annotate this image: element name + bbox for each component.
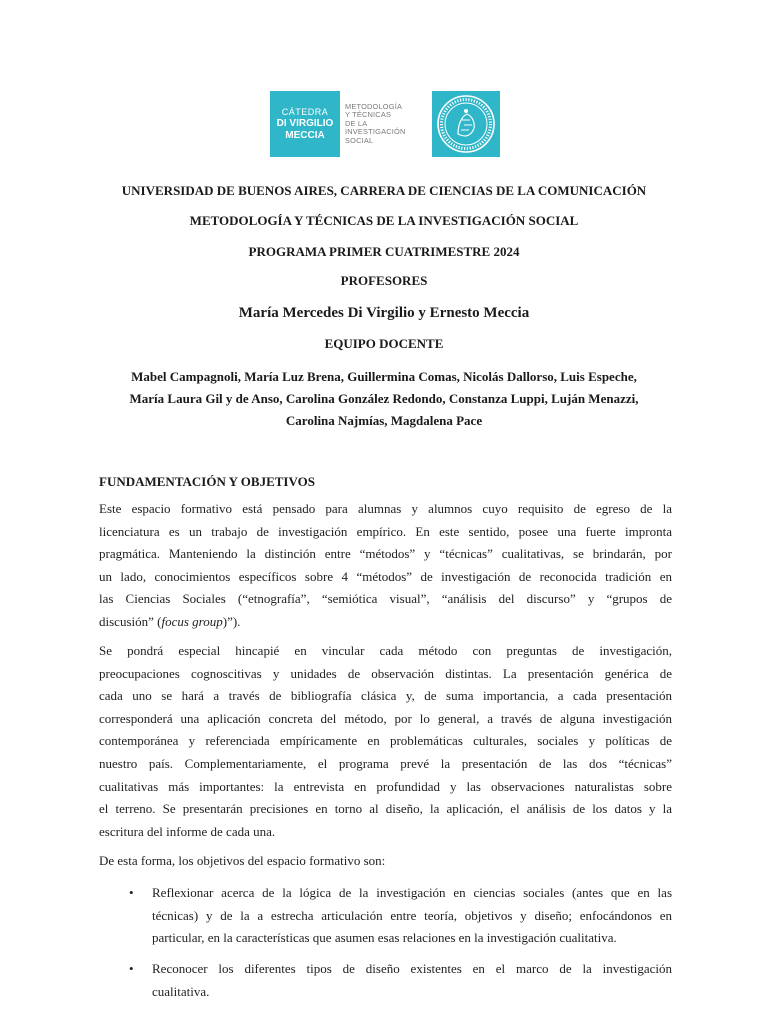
text-line: pragmática. Manteniendo la distinción entre “métodos” y “técnicas” cualitativas, se brindarán, por (99, 546, 672, 562)
logo-divirgilio-text: DI VIRGILIO (276, 118, 334, 129)
list-item (99, 958, 672, 1003)
text-line: licenciatura es un trabajo de investigación empírico. En este sentido, posee una fuerte impronta (99, 523, 672, 539)
text-line: escritura del informe de cada una. (99, 823, 276, 839)
text-line: Este espacio formativo está pensado para alumnas y alumnos cuyo requisito de egreso de la (99, 501, 672, 516)
university-seal-icon (432, 91, 500, 157)
paragraph-2 (99, 640, 672, 843)
logo-subject-block (340, 91, 432, 157)
logo-subject-line: INVESTIGACIÓN (345, 127, 406, 137)
team-label: EQUIPO DOCENTE (324, 336, 444, 351)
text-line: Se pondrá especial hincapié en vincular cada método con preguntas de investigación, (99, 643, 672, 658)
text-line: Reflexionar acerca de la lógica de la investigación en ciencias sociales (antes que en las (152, 885, 672, 900)
text-line: un lado, conocimientos específicos sobre 4 “métodos” de investigación de reconocida tradición en (99, 568, 672, 584)
program-heading: PROGRAMA PRIMER CUATRIMESTRE 2024 (248, 244, 520, 259)
text-line: nuestro país. Complementariamente, el programa prevé la presentación de las dos “técnicas” (99, 755, 672, 771)
text-line: De esta forma, los objetivos del espacio formativo son: (99, 853, 386, 868)
logo-catedra-text: CÁTEDRA (281, 107, 329, 117)
logo-subject-line: METODOLOGÍA (345, 101, 403, 111)
text-line: cada uno se hará a través de bibliografía clásica y, de suma importancia, a cada presentación (99, 688, 672, 704)
objectives-list (99, 958, 672, 1003)
text-line: el terreno. Se presentarán precisiones en torno al diseño, la aplicación, el análisis de los datos y la (99, 801, 672, 817)
logo-meccia-text: MECCIA (285, 130, 325, 141)
professors-names: María Mercedes Di Virgilio y Ernesto Meccia (238, 305, 530, 321)
text-line: contemporánea y referenciada empíricamente en problemáticas culturales, sociales y políticas de (99, 733, 672, 749)
catedra-logo (270, 91, 500, 157)
text-line: preocupaciones cognoscitivas y unidades de observación distintas. La presentación genérica de (99, 665, 672, 681)
text-line: técnicas) y de la a estrecha articulación entre teoría, objetivos y diseño; enfocándonos en (152, 907, 672, 923)
bullet-icon: • (129, 885, 134, 900)
text-line: particular, en la características que asumen esas relaciones en la investigación cualitativa. (152, 930, 617, 946)
paragraph-1 (99, 498, 672, 634)
team-line: Carolina Najmías, Magdalena Pace (285, 413, 483, 428)
list-item (99, 882, 672, 950)
logo-subject-line: Y TÉCNICAS (345, 110, 392, 120)
professors-label: PROFESORES (340, 273, 428, 288)
italic-term: focus group (161, 613, 223, 629)
text-fragment: )”). (222, 613, 241, 629)
text-line: corresponderá una aplicación concreta del método, por lo general, a través de alguna investigación (99, 710, 672, 726)
team-line: Mabel Campagnoli, María Luz Brena, Guillermina Comas, Nicolás Dallorso, Luis Espeche, (131, 369, 637, 384)
objectives-list (99, 882, 672, 950)
bullet-icon: • (129, 961, 134, 976)
text-line: las Ciencias Sociales (“etnografía”, “semiótica visual”, “análisis del discurso” y “grupos de (99, 591, 672, 607)
team-members (100, 366, 668, 432)
team-line: María Laura Gil y de Anso, Carolina González Redondo, Constanza Luppi, Luján Menazzi, (129, 391, 639, 406)
text-fragment: discusión” ( (99, 613, 162, 629)
text-line: cualitativas más importantes: la entrevista en profundidad y las observaciones naturalistas sobre (99, 778, 672, 794)
text-line: cualitativa. (152, 983, 210, 999)
text-line (99, 611, 672, 634)
logo-subject-line: DE LA (345, 118, 368, 128)
text-line: Reconocer los diferentes tipos de diseño existentes en el marco de la investigación (152, 961, 672, 976)
logo-subject-line: SOCIAL (345, 135, 374, 145)
section-title: FUNDAMENTACIÓN Y OBJETIVOS (99, 474, 315, 489)
paragraph-3 (99, 850, 672, 873)
subject-heading: METODOLOGÍA Y TÉCNICAS DE LA INVESTIGACIÓN SOCIAL (189, 213, 579, 228)
university-heading: UNIVERSIDAD DE BUENOS AIRES, CARRERA DE CIENCIAS DE LA COMUNICACIÓN (121, 183, 647, 198)
logo-catedra-block (270, 91, 340, 157)
